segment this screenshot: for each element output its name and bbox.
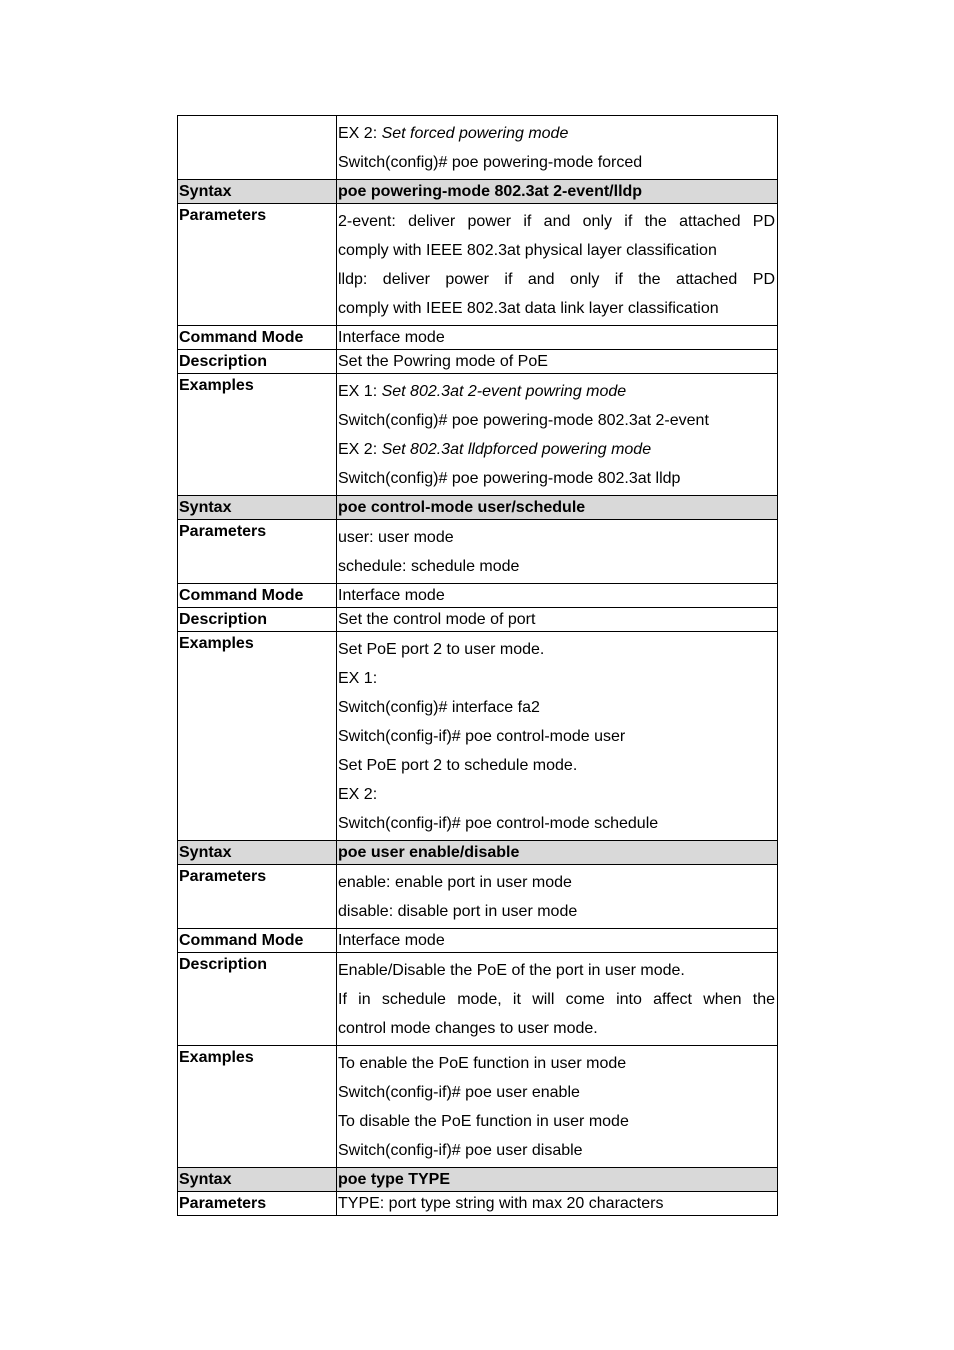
row-value: Set PoE port 2 to user mode. EX 1: Switch(config)# interface fa2 Switch(config-if)# poe control-mode user Set PoE port 2 to schedule mode. EX 2: Switch(config-if)# poe control-mode schedule: [337, 632, 778, 841]
table-row: [178, 116, 778, 180]
table-row: [178, 1192, 778, 1216]
row-value: user: user mode schedule: schedule mode: [337, 520, 778, 584]
row-value: Enable/Disable the PoE of the port in user mode. If in schedule mode, it will come into affect when the control mode changes to user mode.: [337, 953, 778, 1046]
row-value: Set the Powring mode of PoE: [337, 350, 778, 374]
syntax-row: [178, 180, 778, 204]
row-key: Examples: [178, 1046, 337, 1168]
row-key: Description: [178, 608, 337, 632]
row-key: Command Mode: [178, 929, 337, 953]
syntax-command: poe user enable/disable: [337, 841, 778, 865]
row-value: EX 1: Set 802.3at 2-event powring mode Switch(config)# poe powering-mode 802.3at 2-event EX 2: Set 802.3at lldpforced powering mode Switch(config)# poe powering-mode 802.3at lldp: [337, 374, 778, 496]
syntax-row: [178, 841, 778, 865]
row-key: Examples: [178, 632, 337, 841]
syntax-row: [178, 1168, 778, 1192]
row-key: Syntax: [178, 1168, 337, 1192]
row-key: Examples: [178, 374, 337, 496]
syntax-command: poe control-mode user/schedule: [337, 496, 778, 520]
syntax-row: [178, 496, 778, 520]
table-row: [178, 326, 778, 350]
row-value: To enable the PoE function in user mode Switch(config-if)# poe user enable To disable the PoE function in user mode Switch(config-if)# poe user disable: [337, 1046, 778, 1168]
table-row: [178, 204, 778, 326]
table-row: [178, 584, 778, 608]
row-value: Interface mode: [337, 929, 778, 953]
row-key: Command Mode: [178, 584, 337, 608]
row-key: Syntax: [178, 180, 337, 204]
table-row: [178, 520, 778, 584]
syntax-command: poe powering-mode 802.3at 2-event/lldp: [337, 180, 778, 204]
row-value: enable: enable port in user mode disable: disable port in user mode: [337, 865, 778, 929]
row-key: Description: [178, 350, 337, 374]
row-value: Set the control mode of port: [337, 608, 778, 632]
row-key: Parameters: [178, 204, 337, 326]
table-row: [178, 608, 778, 632]
row-value: Interface mode: [337, 584, 778, 608]
row-key: Parameters: [178, 865, 337, 929]
row-key: Parameters: [178, 1192, 337, 1216]
row-value: TYPE: port type string with max 20 characters: [337, 1192, 778, 1216]
row-key: Command Mode: [178, 326, 337, 350]
row-value: 2-event: deliver power if and only if the attached PD comply with IEEE 802.3at physical layer classification lldp: deliver power if and only if the attached PD comply with IEEE 802.3at data link layer classification: [337, 204, 778, 326]
table-row: [178, 865, 778, 929]
syntax-command: poe type TYPE: [337, 1168, 778, 1192]
table-row: [178, 1046, 778, 1168]
row-key: Syntax: [178, 841, 337, 865]
command-reference-table: [177, 115, 778, 1216]
row-key: Description: [178, 953, 337, 1046]
row-value: Interface mode: [337, 326, 778, 350]
table-row: [178, 953, 778, 1046]
table-row: [178, 374, 778, 496]
table-row: [178, 632, 778, 841]
row-key: Parameters: [178, 520, 337, 584]
row-key: Syntax: [178, 496, 337, 520]
table-row: [178, 929, 778, 953]
row-value: EX 2: Set forced powering mode Switch(config)# poe powering-mode forced: [337, 116, 778, 180]
row-key: [178, 116, 337, 180]
table-row: [178, 350, 778, 374]
